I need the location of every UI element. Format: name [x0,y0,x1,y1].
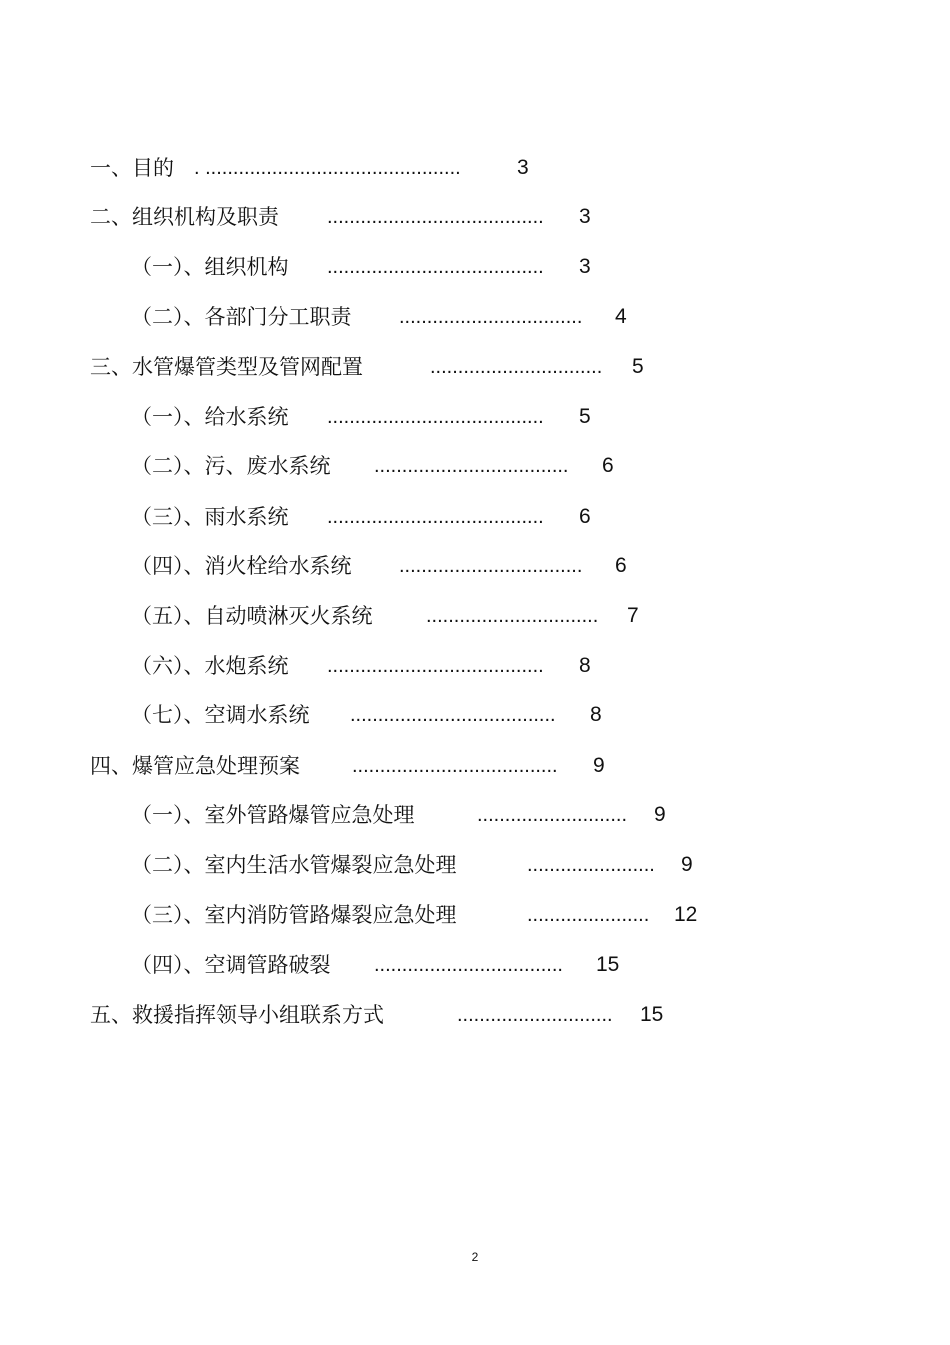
toc-entry-page: 6 [615,554,627,577]
toc-entry-page: 6 [579,505,591,528]
toc-entry-leader: ............................... [430,356,603,378]
toc-entry-title: 四、爆管应急处理预案 [90,754,300,778]
toc-entry-page: 15 [596,953,620,976]
toc-entry-rainwater[interactable] [131,502,611,532]
toc-entry-leader: ....................................... [327,406,544,428]
toc-entry-department-duties[interactable] [131,302,651,332]
toc-entry-title: （四）、空调管路破裂 [131,953,331,977]
toc-entry-title: （三）、雨水系统 [131,505,289,529]
toc-entry-ac-water[interactable] [131,700,611,730]
toc-entry-leader: ....................................... [327,655,544,677]
toc-entry-sewage[interactable] [131,451,631,481]
toc-entry-title: （一）、组织机构 [131,255,289,279]
toc-entry-page: 4 [615,305,627,328]
toc-entry-page: 8 [590,703,602,726]
toc-entry-page: 12 [674,903,698,926]
toc-entry-page: 5 [579,405,591,428]
toc-entry-indoor-fire-burst[interactable] [131,900,721,930]
toc-entry-page: 7 [627,604,639,627]
toc-entry-indoor-domestic-burst[interactable] [131,850,711,880]
toc-entry-leader: ..................................... [352,755,558,777]
toc-entry-title: 三、水管爆管类型及管网配置 [90,355,363,379]
toc-entry-rescue-contacts[interactable] [90,1000,680,1030]
toc-entry-hydrant[interactable] [131,551,651,581]
toc-entry-leader: ....................................... [327,206,544,228]
toc-entry-leader: ................................. [399,555,583,577]
toc-entry-title: （二）、各部门分工职责 [131,305,352,329]
toc-entry-water-supply[interactable] [131,402,611,432]
toc-entry-leader: ........................... [477,804,628,826]
toc-entry-page: 3 [517,156,529,179]
toc-entry-page: 3 [579,205,591,228]
toc-entry-leader: ................................. [399,306,583,328]
toc-entry-page: 9 [681,853,693,876]
toc-entry-title: （六）、水炮系统 [131,654,289,678]
toc-entry-outdoor-burst[interactable] [131,800,691,830]
toc-entry-pipe-burst-types[interactable] [90,352,670,382]
toc-entry-page: 3 [579,255,591,278]
toc-entry-title: （二）、室内生活水管爆裂应急处理 [131,853,457,877]
toc-entry-title: （四）、消火栓给水系统 [131,554,352,578]
toc-entry-page: 6 [602,454,614,477]
toc-entry-sprinkler[interactable] [131,601,651,631]
toc-entry-title: （七）、空调水系统 [131,703,310,727]
toc-entry-leader: ....................................... [327,256,544,278]
toc-entry-title: 一、目的 [90,156,174,180]
toc-entry-emergency-plan[interactable] [90,751,630,781]
toc-entry-leader: ..................................... [350,704,556,726]
toc-entry-page: 8 [579,654,591,677]
toc-entry-leader: ............................... [426,605,599,627]
toc-entry-leader: .................................. [374,954,563,976]
toc-entry-title: 五、救援指挥领导小组联系方式 [90,1003,384,1027]
toc-entry-water-cannon[interactable] [131,651,611,681]
toc-entry-leader: ...................... [527,904,650,926]
toc-entry-leader: ................................... [374,455,569,477]
toc-entry-page: 15 [640,1003,664,1026]
toc-entry-leader: . .............................................. [194,157,461,179]
page-number-footer: 2 [471,1250,479,1264]
toc-entry-page: 9 [654,803,666,826]
toc-entry-title: （二）、污、废水系统 [131,454,331,478]
toc-entry-title: （五）、自动喷淋灭火系统 [131,604,373,628]
toc-entry-title: （一）、室外管路爆管应急处理 [131,803,415,827]
toc-entry-org-structure[interactable] [131,252,611,282]
toc-entry-page: 9 [593,754,605,777]
toc-entry-purpose[interactable] [90,153,540,183]
toc-entry-title: （一）、给水系统 [131,405,289,429]
toc-entry-leader: ....................... [527,854,655,876]
toc-entry-title: （三）、室内消防管路爆裂应急处理 [131,903,457,927]
toc-entry-page: 5 [632,355,644,378]
toc-entry-leader: ............................ [457,1004,613,1026]
toc-entry-ac-pipe-rupture[interactable] [131,950,651,980]
toc-entry-leader: ....................................... [327,506,544,528]
toc-entry-title: 二、组织机构及职责 [90,205,279,229]
toc-entry-organization[interactable] [90,202,610,232]
